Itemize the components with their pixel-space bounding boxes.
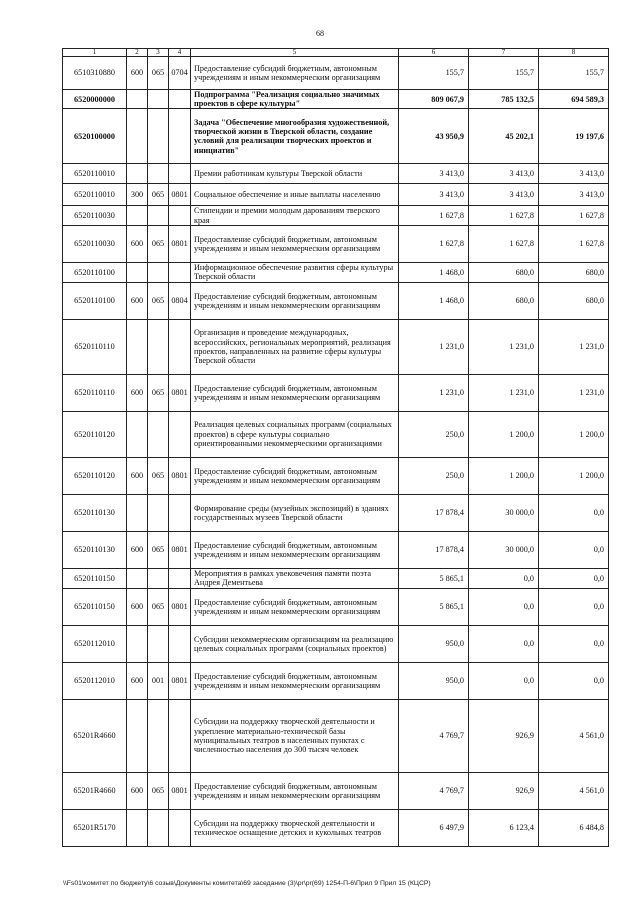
row-value-year2: 0,0 [469, 568, 539, 588]
row-ministry-code [148, 699, 169, 772]
row-code: 6520000000 [63, 90, 127, 109]
row-section-code: 0801 [169, 662, 191, 699]
row-expense-type [127, 411, 148, 457]
row-value-year3: 6 484,8 [539, 809, 609, 846]
row-expense-type [127, 109, 148, 164]
row-expense-type [127, 809, 148, 846]
row-expense-type [127, 568, 148, 588]
table-row [63, 457, 609, 494]
row-name: Предоставление субсидий бюджетным, автономным учреждениям и иным некоммерческим организациям [191, 772, 399, 809]
row-value-year1: 250,0 [399, 457, 469, 494]
row-name: Задача "Обеспечение многообразия художественной, творческой жизни в Тверской области, создание условий для реализации творческих проектов и инициатив" [191, 109, 399, 164]
row-value-year1: 1 468,0 [399, 262, 469, 282]
row-name: Предоставление субсидий бюджетным, автономным учреждениям и иным некоммерческим организациям [191, 282, 399, 319]
row-value-year2: 926,9 [469, 772, 539, 809]
row-expense-type: 600 [127, 374, 148, 411]
row-value-year3: 680,0 [539, 282, 609, 319]
row-section-code: 0801 [169, 225, 191, 262]
row-expense-type: 600 [127, 588, 148, 625]
row-value-year3: 19 197,6 [539, 109, 609, 164]
row-code: 6520110030 [63, 206, 127, 225]
column-number-header-row [63, 49, 609, 57]
column-number-7: 7 [469, 49, 539, 57]
row-name: Информационное обеспечение развития сферы культуры Тверской области [191, 262, 399, 282]
row-ministry-code [148, 319, 169, 374]
row-value-year2: 30 000,0 [469, 494, 539, 531]
table-row [63, 90, 609, 109]
row-ministry-code [148, 262, 169, 282]
table-row [63, 662, 609, 699]
row-expense-type: 600 [127, 57, 148, 90]
row-value-year1: 1 231,0 [399, 319, 469, 374]
row-value-year1: 17 878,4 [399, 494, 469, 531]
row-value-year3: 4 561,0 [539, 699, 609, 772]
row-code: 6520110150 [63, 568, 127, 588]
row-value-year3: 155,7 [539, 57, 609, 90]
row-name: Предоставление субсидий бюджетным, автономным учреждениям и иным некоммерческим организациям [191, 374, 399, 411]
table-row [63, 319, 609, 374]
row-name: Субсидии на поддержку творческой деятельности и укрепление материально-технической базы муниципальных театров в населенных пунктах с численностью населения до 300 тысяч человек [191, 699, 399, 772]
table-row [63, 225, 609, 262]
table-row [63, 206, 609, 225]
row-name: Предоставление субсидий бюджетным, автономным учреждениям и иным некоммерческим организациям [191, 457, 399, 494]
row-ministry-code: 065 [148, 772, 169, 809]
row-value-year3: 1 200,0 [539, 457, 609, 494]
row-value-year2: 1 627,8 [469, 225, 539, 262]
row-value-year3: 3 413,0 [539, 164, 609, 184]
row-expense-type [127, 206, 148, 225]
row-value-year2: 1 627,8 [469, 206, 539, 225]
row-ministry-code [148, 411, 169, 457]
row-value-year3: 694 589,3 [539, 90, 609, 109]
row-name: Стипендии и премии молодым дарованиям тверского края [191, 206, 399, 225]
row-section-code: 0801 [169, 772, 191, 809]
row-value-year1: 250,0 [399, 411, 469, 457]
row-value-year2: 785 132,5 [469, 90, 539, 109]
row-value-year2: 45 202,1 [469, 109, 539, 164]
row-value-year3: 1 627,8 [539, 225, 609, 262]
row-code: 6520110130 [63, 531, 127, 568]
row-code: 65201R5170 [63, 809, 127, 846]
row-section-code [169, 625, 191, 662]
row-code: 6520110110 [63, 374, 127, 411]
row-ministry-code: 065 [148, 531, 169, 568]
row-ministry-code [148, 494, 169, 531]
row-expense-type [127, 262, 148, 282]
row-value-year2: 926,9 [469, 699, 539, 772]
row-value-year2: 30 000,0 [469, 531, 539, 568]
row-section-code [169, 568, 191, 588]
row-value-year2: 0,0 [469, 588, 539, 625]
row-value-year3: 0,0 [539, 625, 609, 662]
row-section-code: 0801 [169, 588, 191, 625]
row-value-year2: 0,0 [469, 662, 539, 699]
row-value-year3: 3 413,0 [539, 184, 609, 206]
column-number-1: 1 [63, 49, 127, 57]
row-code: 65201R4660 [63, 699, 127, 772]
table-row [63, 184, 609, 206]
row-value-year1: 4 769,7 [399, 772, 469, 809]
row-name: Предоставление субсидий бюджетным, автономным учреждениям и иным некоммерческим организациям [191, 662, 399, 699]
row-value-year1: 17 878,4 [399, 531, 469, 568]
row-name: Субсидии на поддержку творческой деятельности и техническое оснащение детских и кукольных театров [191, 809, 399, 846]
table-row [63, 109, 609, 164]
row-value-year3: 4 561,0 [539, 772, 609, 809]
row-name: Субсидии некоммерческим организациям на реализацию целевых социальных программ (социальных проектов) [191, 625, 399, 662]
row-value-year2: 1 231,0 [469, 319, 539, 374]
row-value-year1: 3 413,0 [399, 184, 469, 206]
row-ministry-code [148, 568, 169, 588]
row-value-year1: 1 468,0 [399, 282, 469, 319]
row-value-year1: 950,0 [399, 625, 469, 662]
row-value-year1: 5 865,1 [399, 568, 469, 588]
column-number-6: 6 [399, 49, 469, 57]
row-code: 6520110030 [63, 225, 127, 262]
row-ministry-code: 065 [148, 457, 169, 494]
row-value-year3: 680,0 [539, 262, 609, 282]
row-ministry-code [148, 625, 169, 662]
table-row [63, 57, 609, 90]
row-name: Организация и проведение международных, всероссийских, региональных мероприятий, реализация проектов, направленных на развитие сферы культуры Тверской области [191, 319, 399, 374]
row-ministry-code: 065 [148, 282, 169, 319]
row-value-year2: 680,0 [469, 262, 539, 282]
row-ministry-code: 065 [148, 225, 169, 262]
column-number-5: 5 [191, 49, 399, 57]
row-expense-type [127, 164, 148, 184]
row-ministry-code: 065 [148, 57, 169, 90]
row-code: 6520110110 [63, 319, 127, 374]
row-value-year2: 0,0 [469, 625, 539, 662]
row-value-year2: 6 123,4 [469, 809, 539, 846]
row-expense-type [127, 494, 148, 531]
row-value-year1: 43 950,9 [399, 109, 469, 164]
table-row [63, 164, 609, 184]
row-code: 6520110130 [63, 494, 127, 531]
row-section-code: 0804 [169, 282, 191, 319]
row-section-code [169, 164, 191, 184]
row-section-code [169, 411, 191, 457]
row-name: Предоставление субсидий бюджетным, автономным учреждениям и иным некоммерческим организациям [191, 588, 399, 625]
row-name: Реализация целевых социальных программ (социальных проектов) в сфере культуры социально ориентированными некоммерческими организациями [191, 411, 399, 457]
table-row [63, 262, 609, 282]
row-name: Предоставление субсидий бюджетным, автономным учреждениям и иным некоммерческим организациям [191, 225, 399, 262]
row-name: Подпрограмма "Реализация социально значимых проектов в сфере культуры" [191, 90, 399, 109]
row-value-year2: 1 200,0 [469, 411, 539, 457]
row-ministry-code [148, 164, 169, 184]
row-code: 6520110120 [63, 411, 127, 457]
row-expense-type [127, 319, 148, 374]
row-value-year1: 155,7 [399, 57, 469, 90]
row-expense-type: 600 [127, 662, 148, 699]
row-expense-type [127, 625, 148, 662]
row-code: 6520110010 [63, 184, 127, 206]
row-value-year2: 155,7 [469, 57, 539, 90]
table-row [63, 809, 609, 846]
row-name: Социальное обеспечение и иные выплаты населению [191, 184, 399, 206]
row-name: Премии работникам культуры Тверской области [191, 164, 399, 184]
row-value-year1: 1 627,8 [399, 206, 469, 225]
column-number-3: 3 [148, 49, 169, 57]
row-section-code [169, 206, 191, 225]
table-row [63, 282, 609, 319]
row-expense-type: 600 [127, 531, 148, 568]
budget-table [62, 48, 609, 847]
row-ministry-code [148, 206, 169, 225]
row-value-year3: 0,0 [539, 588, 609, 625]
row-value-year3: 1 231,0 [539, 374, 609, 411]
row-ministry-code [148, 90, 169, 109]
row-expense-type: 600 [127, 457, 148, 494]
table-row [63, 411, 609, 457]
row-value-year1: 4 769,7 [399, 699, 469, 772]
row-ministry-code [148, 109, 169, 164]
row-code: 6520110100 [63, 282, 127, 319]
row-code: 6520110120 [63, 457, 127, 494]
row-expense-type [127, 90, 148, 109]
row-value-year1: 1 627,8 [399, 225, 469, 262]
row-code: 6520112010 [63, 625, 127, 662]
row-section-code: 0801 [169, 184, 191, 206]
row-value-year3: 0,0 [539, 494, 609, 531]
row-expense-type: 300 [127, 184, 148, 206]
row-value-year3: 1 627,8 [539, 206, 609, 225]
row-code: 6520100000 [63, 109, 127, 164]
row-section-code [169, 109, 191, 164]
row-value-year3: 1 231,0 [539, 319, 609, 374]
row-section-code [169, 90, 191, 109]
row-expense-type: 600 [127, 772, 148, 809]
table-row [63, 772, 609, 809]
table-row [63, 374, 609, 411]
row-code: 65201R4660 [63, 772, 127, 809]
column-number-8: 8 [539, 49, 609, 57]
table-row [63, 494, 609, 531]
table-row [63, 531, 609, 568]
row-code: 6520110010 [63, 164, 127, 184]
row-section-code: 0801 [169, 457, 191, 494]
table-row [63, 568, 609, 588]
row-value-year1: 3 413,0 [399, 164, 469, 184]
row-name: Мероприятия в рамках увековечения памяти поэта Андрея Дементьева [191, 568, 399, 588]
row-value-year1: 950,0 [399, 662, 469, 699]
row-section-code [169, 494, 191, 531]
row-value-year2: 680,0 [469, 282, 539, 319]
row-value-year1: 1 231,0 [399, 374, 469, 411]
row-section-code [169, 262, 191, 282]
column-number-4: 4 [169, 49, 191, 57]
file-path-footer: \\Fs01\комитет по бюджету\6 созыв\Документы комитета\69 заседание (3)\pr\pr(69) 1254-П-6\Прил 9 Прил 15 (КЦСР) [63, 880, 431, 887]
row-value-year3: 0,0 [539, 662, 609, 699]
row-expense-type [127, 699, 148, 772]
row-value-year2: 3 413,0 [469, 164, 539, 184]
row-ministry-code [148, 809, 169, 846]
row-code: 6520110100 [63, 262, 127, 282]
table-row [63, 699, 609, 772]
row-ministry-code: 065 [148, 374, 169, 411]
row-value-year1: 809 067,9 [399, 90, 469, 109]
row-name: Предоставление субсидий бюджетным, автономным учреждениям и иным некоммерческим организациям [191, 57, 399, 90]
row-section-code: 0801 [169, 374, 191, 411]
row-value-year2: 3 413,0 [469, 184, 539, 206]
row-expense-type: 600 [127, 225, 148, 262]
row-name: Формирование среды (музейных экспозиций) в зданиях государственных музеев Тверской области [191, 494, 399, 531]
row-code: 6520110150 [63, 588, 127, 625]
row-section-code [169, 699, 191, 772]
row-value-year3: 0,0 [539, 531, 609, 568]
row-section-code: 0801 [169, 531, 191, 568]
row-value-year3: 1 200,0 [539, 411, 609, 457]
table-row [63, 588, 609, 625]
row-code: 6510310880 [63, 57, 127, 90]
row-ministry-code: 065 [148, 588, 169, 625]
row-value-year1: 6 497,9 [399, 809, 469, 846]
row-value-year1: 5 865,1 [399, 588, 469, 625]
row-expense-type: 600 [127, 282, 148, 319]
row-name: Предоставление субсидий бюджетным, автономным учреждениям и иным некоммерческим организациям [191, 531, 399, 568]
row-value-year2: 1 231,0 [469, 374, 539, 411]
row-code: 6520112010 [63, 662, 127, 699]
row-section-code [169, 319, 191, 374]
column-number-2: 2 [127, 49, 148, 57]
row-section-code: 0704 [169, 57, 191, 90]
page-number: 68 [316, 29, 324, 38]
table-row [63, 625, 609, 662]
row-section-code [169, 809, 191, 846]
row-value-year3: 0,0 [539, 568, 609, 588]
row-value-year2: 1 200,0 [469, 457, 539, 494]
row-ministry-code: 065 [148, 184, 169, 206]
row-ministry-code: 001 [148, 662, 169, 699]
